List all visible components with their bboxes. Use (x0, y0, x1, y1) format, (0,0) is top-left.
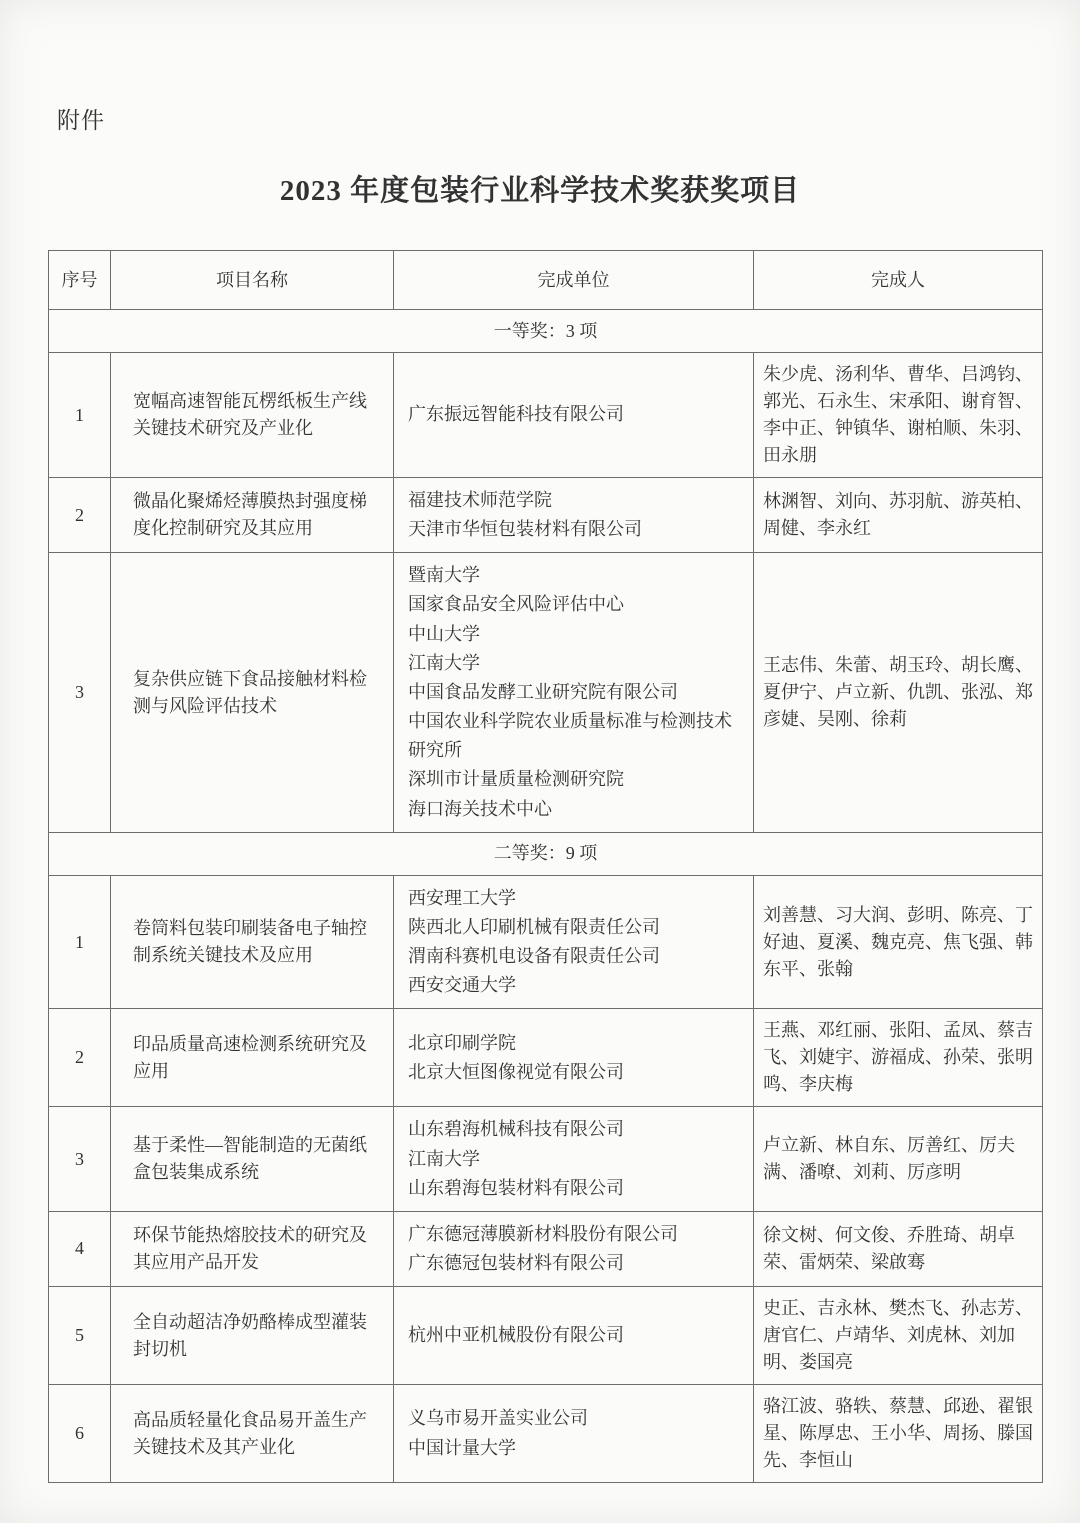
row-serial-number: 5 (49, 1287, 111, 1385)
unit-line: 中山大学 (408, 623, 480, 644)
unit-line: 广东振远智能科技有限公司 (408, 404, 624, 425)
award-row (49, 1211, 1043, 1286)
completers-list: 骆江波、骆轶、蔡慧、邱逊、翟银星、陈厚忠、王小华、周扬、滕国先、李恒山 (754, 1385, 1043, 1483)
completing-units (394, 478, 754, 553)
row-serial-number: 2 (49, 1009, 111, 1107)
row-serial-number: 1 (49, 353, 111, 478)
document-title: 2023 年度包装行业科学技术奖获奖项目 (279, 175, 801, 207)
completing-units (394, 1009, 754, 1107)
completers-list: 卢立新、林自东、厉善红、厉夫满、潘嘹、刘莉、厉彦明 (754, 1107, 1043, 1211)
unit-line: 山东碧海机械科技有限公司 (408, 1119, 624, 1140)
completing-units (394, 1211, 754, 1286)
unit-line: 广东德冠包装材料有限公司 (408, 1252, 624, 1273)
completers-list: 王燕、邓红丽、张阳、孟凤、蔡吉飞、刘婕宇、游福成、孙荣、张明鸣、李庆梅 (754, 1009, 1043, 1107)
award-row (49, 353, 1043, 478)
award-section-row (49, 310, 1043, 353)
unit-line: 西安理工大学 (408, 887, 516, 908)
award-row (49, 553, 1043, 832)
award-section-label: 一等奖：3 项 (49, 310, 1043, 353)
award-row (49, 1287, 1043, 1385)
column-header-units: 完成单位 (394, 251, 754, 310)
completing-units (394, 1107, 754, 1211)
project-name: 环保节能热熔胶技术的研究及其应用产品开发 (111, 1211, 394, 1286)
award-row (49, 478, 1043, 553)
unit-line: 西安交通大学 (408, 975, 516, 996)
row-serial-number: 3 (49, 553, 111, 832)
award-row (49, 1385, 1043, 1483)
unit-line: 江南大学 (408, 1148, 480, 1169)
completers-list: 刘善慧、习大润、彭明、陈亮、丁好迪、夏溪、魏克亮、焦飞强、韩东平、张翰 (754, 875, 1043, 1009)
unit-line: 暨南大学 (408, 565, 480, 586)
completers-list: 徐文树、何文俊、乔胜琦、胡卓荣、雷炳荣、梁啟骞 (754, 1211, 1043, 1286)
unit-line: 江南大学 (408, 652, 480, 673)
unit-line: 杭州中亚机械股份有限公司 (408, 1325, 624, 1346)
unit-line: 天津市华恒包装材料有限公司 (408, 519, 642, 540)
project-name: 印品质量高速检测系统研究及应用 (111, 1009, 394, 1107)
unit-line: 福建技术师范学院 (408, 490, 552, 510)
column-header-project: 项目名称 (111, 251, 394, 310)
unit-line: 渭南科赛机电设备有限责任公司 (408, 946, 660, 967)
project-name: 宽幅高速智能瓦楞纸板生产线关键技术研究及产业化 (111, 353, 394, 478)
unit-line: 中国农业科学院农业质量标准与检测技术研究所 (408, 711, 732, 761)
row-serial-number: 6 (49, 1385, 111, 1483)
unit-line: 北京印刷学院 (408, 1032, 516, 1053)
project-name: 卷筒料包装印刷装备电子轴控制系统关键技术及应用 (111, 875, 394, 1009)
awards-table-body (49, 310, 1043, 1483)
unit-line: 义乌市易开盖实业公司 (408, 1408, 588, 1429)
completers-list: 王志伟、朱蕾、胡玉玲、胡长鹰、夏伊宁、卢立新、仇凯、张泓、郑彦婕、吴刚、徐莉 (754, 553, 1043, 832)
column-header-serial: 序号 (49, 251, 111, 310)
completers-list: 林渊智、刘向、苏羽航、游英柏、周健、李永红 (754, 478, 1043, 553)
row-serial-number: 2 (49, 478, 111, 553)
award-row (49, 1107, 1043, 1211)
unit-line: 国家食品安全风险评估中心 (408, 594, 624, 615)
awards-table (48, 250, 1043, 1483)
unit-line: 山东碧海包装材料有限公司 (408, 1177, 624, 1198)
project-name: 微晶化聚烯烃薄膜热封强度梯度化控制研究及其应用 (111, 478, 394, 553)
attachment-label: 附件 (57, 108, 105, 133)
project-name: 基于柔性—智能制造的无菌纸盒包装集成系统 (111, 1107, 394, 1211)
completing-units (394, 1287, 754, 1385)
unit-line: 陕西北人印刷机械有限责任公司 (408, 916, 660, 937)
award-row (49, 875, 1043, 1009)
completers-list: 朱少虎、汤利华、曹华、吕鸿钧、郭光、石永生、宋承阳、谢育智、李中正、钟镇华、谢柏顺、朱羽、田永朋 (754, 353, 1043, 478)
unit-line: 广东德冠薄膜新材料股份有限公司 (408, 1223, 678, 1244)
completing-units (394, 1385, 754, 1483)
unit-line: 北京大恒图像视觉有限公司 (408, 1061, 624, 1082)
completing-units (394, 553, 754, 832)
project-name: 高品质轻量化食品易开盖生产关键技术及其产业化 (111, 1385, 394, 1483)
unit-line: 中国计量大学 (408, 1437, 516, 1458)
award-section-row (49, 832, 1043, 875)
award-section-label: 二等奖：9 项 (49, 832, 1043, 875)
completing-units (394, 875, 754, 1009)
unit-line: 深圳市计量质量检测研究院 (408, 769, 624, 790)
completing-units (394, 353, 754, 478)
column-header-people: 完成人 (754, 251, 1043, 310)
awards-table-header-row (49, 251, 1043, 310)
project-name: 全自动超洁净奶酪棒成型灌装封切机 (111, 1287, 394, 1385)
unit-line: 海口海关技术中心 (408, 798, 552, 819)
row-serial-number: 4 (49, 1211, 111, 1286)
row-serial-number: 3 (49, 1107, 111, 1211)
project-name: 复杂供应链下食品接触材料检测与风险评估技术 (111, 553, 394, 832)
award-row (49, 1009, 1043, 1107)
unit-line: 中国食品发酵工业研究院有限公司 (408, 681, 678, 702)
row-serial-number: 1 (49, 875, 111, 1009)
completers-list: 史正、吉永林、樊杰飞、孙志芳、唐官仁、卢靖华、刘虎林、刘加明、娄国亮 (754, 1287, 1043, 1385)
